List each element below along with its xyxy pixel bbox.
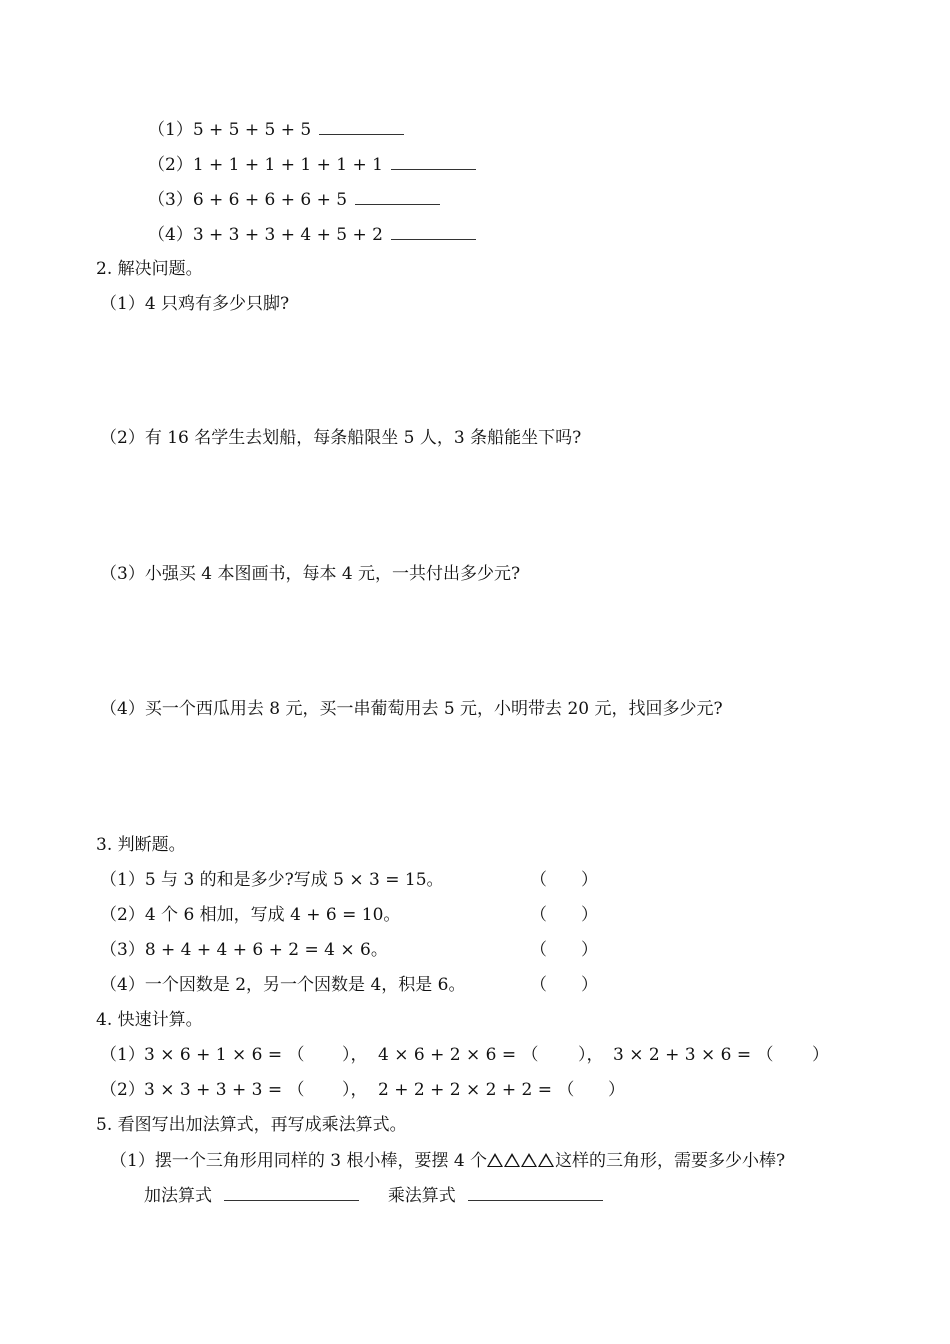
q4-row1-expr-c: 3 × 2 + 3 × 6 = （ (613, 1045, 774, 1065)
q4-row1-close-c[interactable]: ） (812, 1045, 829, 1065)
q4-row1-close-b[interactable]: ）， (578, 1045, 604, 1065)
triangles-figure (487, 1151, 555, 1171)
q3-item-2: （2）4 个 6 相加，写成 4 + 6 = 10。 (100, 905, 401, 925)
q4-row1-expr-a: 3 × 6 + 1 × 6 = （ (144, 1045, 305, 1065)
answer-blank[interactable] (391, 223, 476, 240)
q2-item-1: （1）4 只鸡有多少只脚? (100, 294, 290, 314)
q4-row2-expr-a: 3 × 3 + 3 + 3 = （ (144, 1080, 305, 1100)
q4-row1-prefix: （1） (100, 1045, 145, 1065)
answer-blank[interactable] (391, 153, 476, 170)
q3-answer-2[interactable]: （ ） (530, 905, 598, 925)
q2-item-3: （3）小强买 4 本图画书，每本 4 元，一共付出多少元? (100, 564, 521, 584)
q3-answer-4[interactable]: （ ） (530, 975, 598, 995)
triangle-icon (538, 1153, 554, 1167)
q4-row2-prefix: （2） (100, 1080, 145, 1100)
q4-row1-close-a[interactable]: ）， (342, 1045, 368, 1065)
q4-row2-close-a[interactable]: ）， (342, 1080, 368, 1100)
q3-item-3: （3）8 + 4 + 4 + 6 + 2 = 4 × 6。 (100, 940, 388, 960)
q3-answer-1[interactable]: （ ） (530, 870, 598, 890)
addition-label: 加法算式 (144, 1186, 212, 1206)
q2-title: 2. 解决问题。 (96, 259, 203, 279)
q4-row2-expr-b: 2 + 2 + 2 × 2 + 2 = （ (378, 1080, 575, 1100)
q1-item-1: （1）5 + 5 + 5 + 5 (148, 118, 404, 141)
q3-item-4: （4）一个因数是 2，另一个因数是 4，积是 6。 (100, 975, 466, 995)
q4-title: 4. 快速计算。 (96, 1010, 203, 1030)
q2-item-4: （4）买一个西瓜用去 8 元，买一串葡萄用去 5 元，小明带去 20 元，找回多少元? (100, 699, 723, 719)
q3-title: 3. 判断题。 (96, 835, 186, 855)
q4-row2-close-b[interactable]: ） (608, 1080, 625, 1100)
q2-item-2: （2）有 16 名学生去划船，每条船限坐 5 人，3 条船能坐下吗? (100, 428, 582, 448)
triangle-icon (521, 1153, 537, 1167)
q1-item-4: （4）3 + 3 + 3 + 4 + 5 + 2 (148, 223, 476, 246)
q5-item-1: （1）摆一个三角形用同样的 3 根小棒，要摆 4 个 这样的三角形，需要多少小棒? (110, 1151, 786, 1171)
q4-row1-expr-b: 4 × 6 + 2 × 6 = （ (378, 1045, 539, 1065)
q1-item-3: （3）6 + 6 + 6 + 6 + 5 (148, 188, 440, 211)
multiplication-answer-blank[interactable] (468, 1184, 603, 1201)
q1-item-2: （2）1 + 1 + 1 + 1 + 1 + 1 (148, 153, 476, 176)
q5-formulas (144, 1184, 603, 1207)
q3-answer-3[interactable]: （ ） (530, 940, 598, 960)
triangle-icon (504, 1153, 520, 1167)
triangle-icon (487, 1153, 503, 1167)
q5-title: 5. 看图写出加法算式，再写成乘法算式。 (96, 1115, 407, 1135)
addition-answer-blank[interactable] (224, 1184, 359, 1201)
answer-blank[interactable] (319, 118, 404, 135)
q3-item-1: （1）5 与 3 的和是多少?写成 5 × 3 = 15。 (100, 870, 444, 890)
multiplication-label: 乘法算式 (387, 1186, 456, 1206)
answer-blank[interactable] (355, 188, 440, 205)
